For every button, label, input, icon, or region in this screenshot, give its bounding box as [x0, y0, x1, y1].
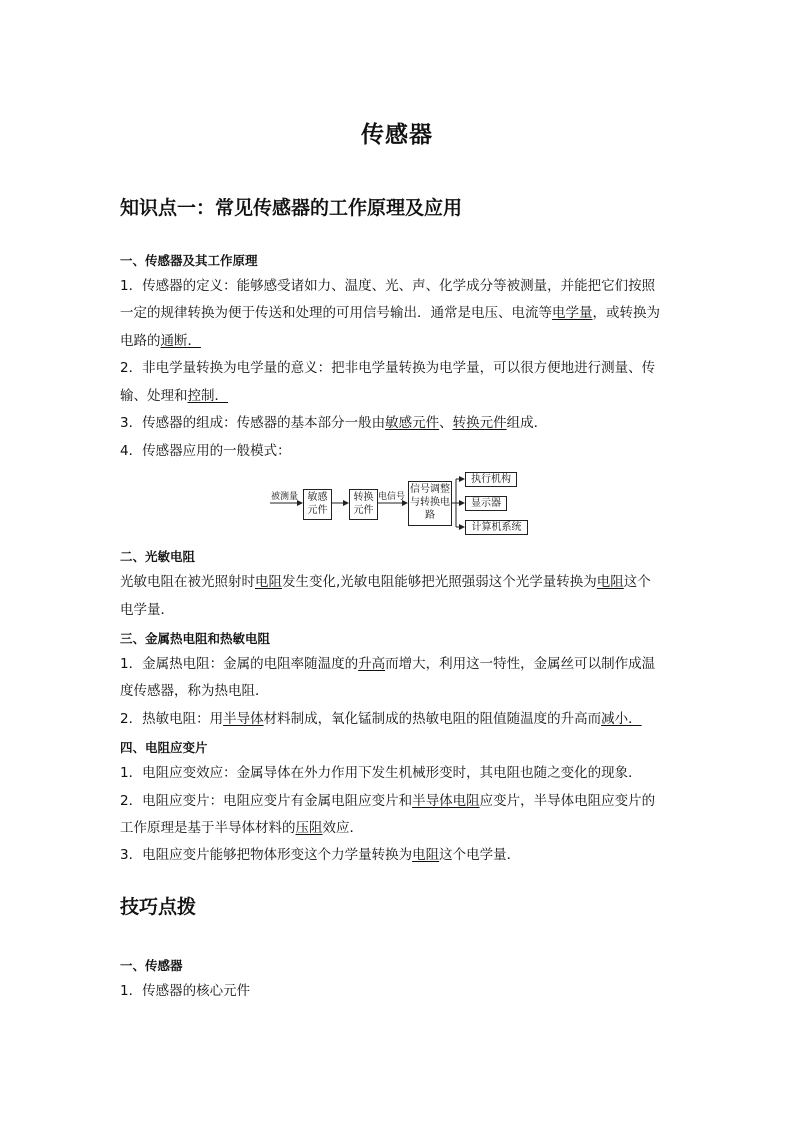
text-span: 一定的规律转换为便于传送和处理的可用信号输出．通常是电压、电流等: [120, 305, 552, 321]
text-span: 发生变化,光敏电阻能够把光照强弱这个光学量转换为: [282, 574, 597, 590]
text-span: 3．传感器的组成：传感器的基本部分一般由: [120, 415, 386, 431]
subheading-photoresistor: 二、光敏电阻: [120, 549, 196, 564]
paragraph-line: [120, 303, 660, 323]
text-span: 2．热敏电阻：用: [120, 711, 224, 727]
underlined-answer: 半导体: [223, 711, 264, 727]
output-computer-box: 计算机系统: [465, 520, 528, 535]
text-span: 3．电阻应变片能够把物体形变这个力学量转换为: [120, 847, 413, 863]
paragraph-line: [120, 818, 363, 838]
underlined-answer: 控制．: [187, 388, 228, 404]
paragraph-line: [120, 845, 520, 865]
paragraph-line: 2．非电学量转换为电学量的意义：把非电学量转换为电学量，可以很方便地进行测量、传: [120, 360, 656, 376]
signal-label: 电信号: [378, 492, 406, 502]
text-span: 输、处理和: [120, 388, 188, 404]
paragraph-line: 度传感器，称为热电阻．: [120, 683, 269, 699]
paragraph-line: [120, 709, 652, 729]
text-span: 1．金属热电阻：金属的电阻率随温度的: [120, 656, 359, 672]
text-span: 组成．: [506, 415, 548, 431]
paragraph-line: [120, 413, 547, 433]
text-span: 而增大，利用这一特性，金属丝可以制作成温: [385, 656, 656, 672]
text-span: 材料制成，氧化锰制成的热敏电阻的阻值随温度的升高而: [263, 711, 602, 727]
output-actuator-box: 执行机构: [465, 472, 517, 487]
text-span: 这个: [623, 574, 651, 590]
subheading-sensor: 一、传感器: [120, 958, 183, 973]
underlined-answer: 半导体电阻: [412, 793, 480, 809]
subheading-sensor-principle: 一、传感器及其工作原理: [120, 253, 258, 268]
output-display-box: 显示器: [465, 496, 507, 511]
text-span: 应变片，半导体电阻应变片的: [479, 793, 656, 809]
paragraph-line: 1．电阻应变效应：金属导体在外力作用下发生机械形变时，其电阻也随之变化的现象．: [120, 765, 642, 781]
subheading-strain-gauge: 四、电阻应变片: [120, 740, 208, 755]
paragraph-line: 电学量．: [120, 602, 174, 618]
text-span: 效应．: [322, 820, 363, 836]
page-title: 传感器: [361, 122, 433, 148]
text-span: ，或转换为: [592, 305, 660, 321]
underlined-answer: 压阻: [295, 820, 323, 836]
underlined-answer: 减小．: [601, 711, 642, 727]
sensor-application-flow-diagram: [268, 470, 530, 534]
text-span: 工作原理是基于半导体材料的: [120, 820, 296, 836]
section-heading-knowledge-point-1: 知识点一：常见传感器的工作原理及应用: [120, 197, 463, 219]
paragraph-line: 1．传感器的核心元件: [120, 983, 251, 999]
underlined-answer: 电阻: [596, 574, 624, 590]
converting-element-box: 转换元件: [349, 489, 378, 520]
underlined-answer: 电学量: [552, 305, 593, 321]
paragraph-line: [120, 572, 651, 592]
paragraph-line: [120, 386, 240, 406]
paragraph-line: 1．传感器的定义：能够感受诸如力、温度、光、声、化学成分等被测量，并能把它们按照: [120, 278, 656, 294]
paragraph-line: [120, 791, 655, 811]
underlined-answer: 敏感元件: [385, 415, 440, 431]
paragraph-line: [120, 654, 655, 674]
underlined-answer: 电阻: [255, 574, 282, 590]
underlined-answer: 转换元件: [452, 415, 507, 431]
text-span: 光敏电阻在被光照射时: [120, 574, 255, 590]
text-span: 2．电阻应变片：电阻应变片有金属电阻应变片和: [120, 793, 413, 809]
signal-conditioning-box: 信号调整与转换电路: [408, 481, 452, 526]
paragraph-line: 4．传感器应用的一般模式：: [120, 443, 291, 459]
sensing-element-box: 敏感元件: [303, 489, 332, 520]
paragraph-line: [120, 331, 213, 351]
input-label: 被测量: [271, 492, 299, 502]
section-heading-tips: 技巧点拨: [120, 896, 197, 918]
underlined-answer: 升高: [358, 656, 386, 672]
subheading-thermal-resistors: 三、金属热电阻和热敏电阻: [120, 631, 271, 646]
text-span: 这个电学量．: [439, 847, 521, 863]
text-span: 、: [439, 415, 453, 431]
underlined-answer: 通断．: [160, 333, 201, 349]
underlined-answer: 电阻: [412, 847, 440, 863]
text-span: 电路的: [120, 333, 161, 349]
